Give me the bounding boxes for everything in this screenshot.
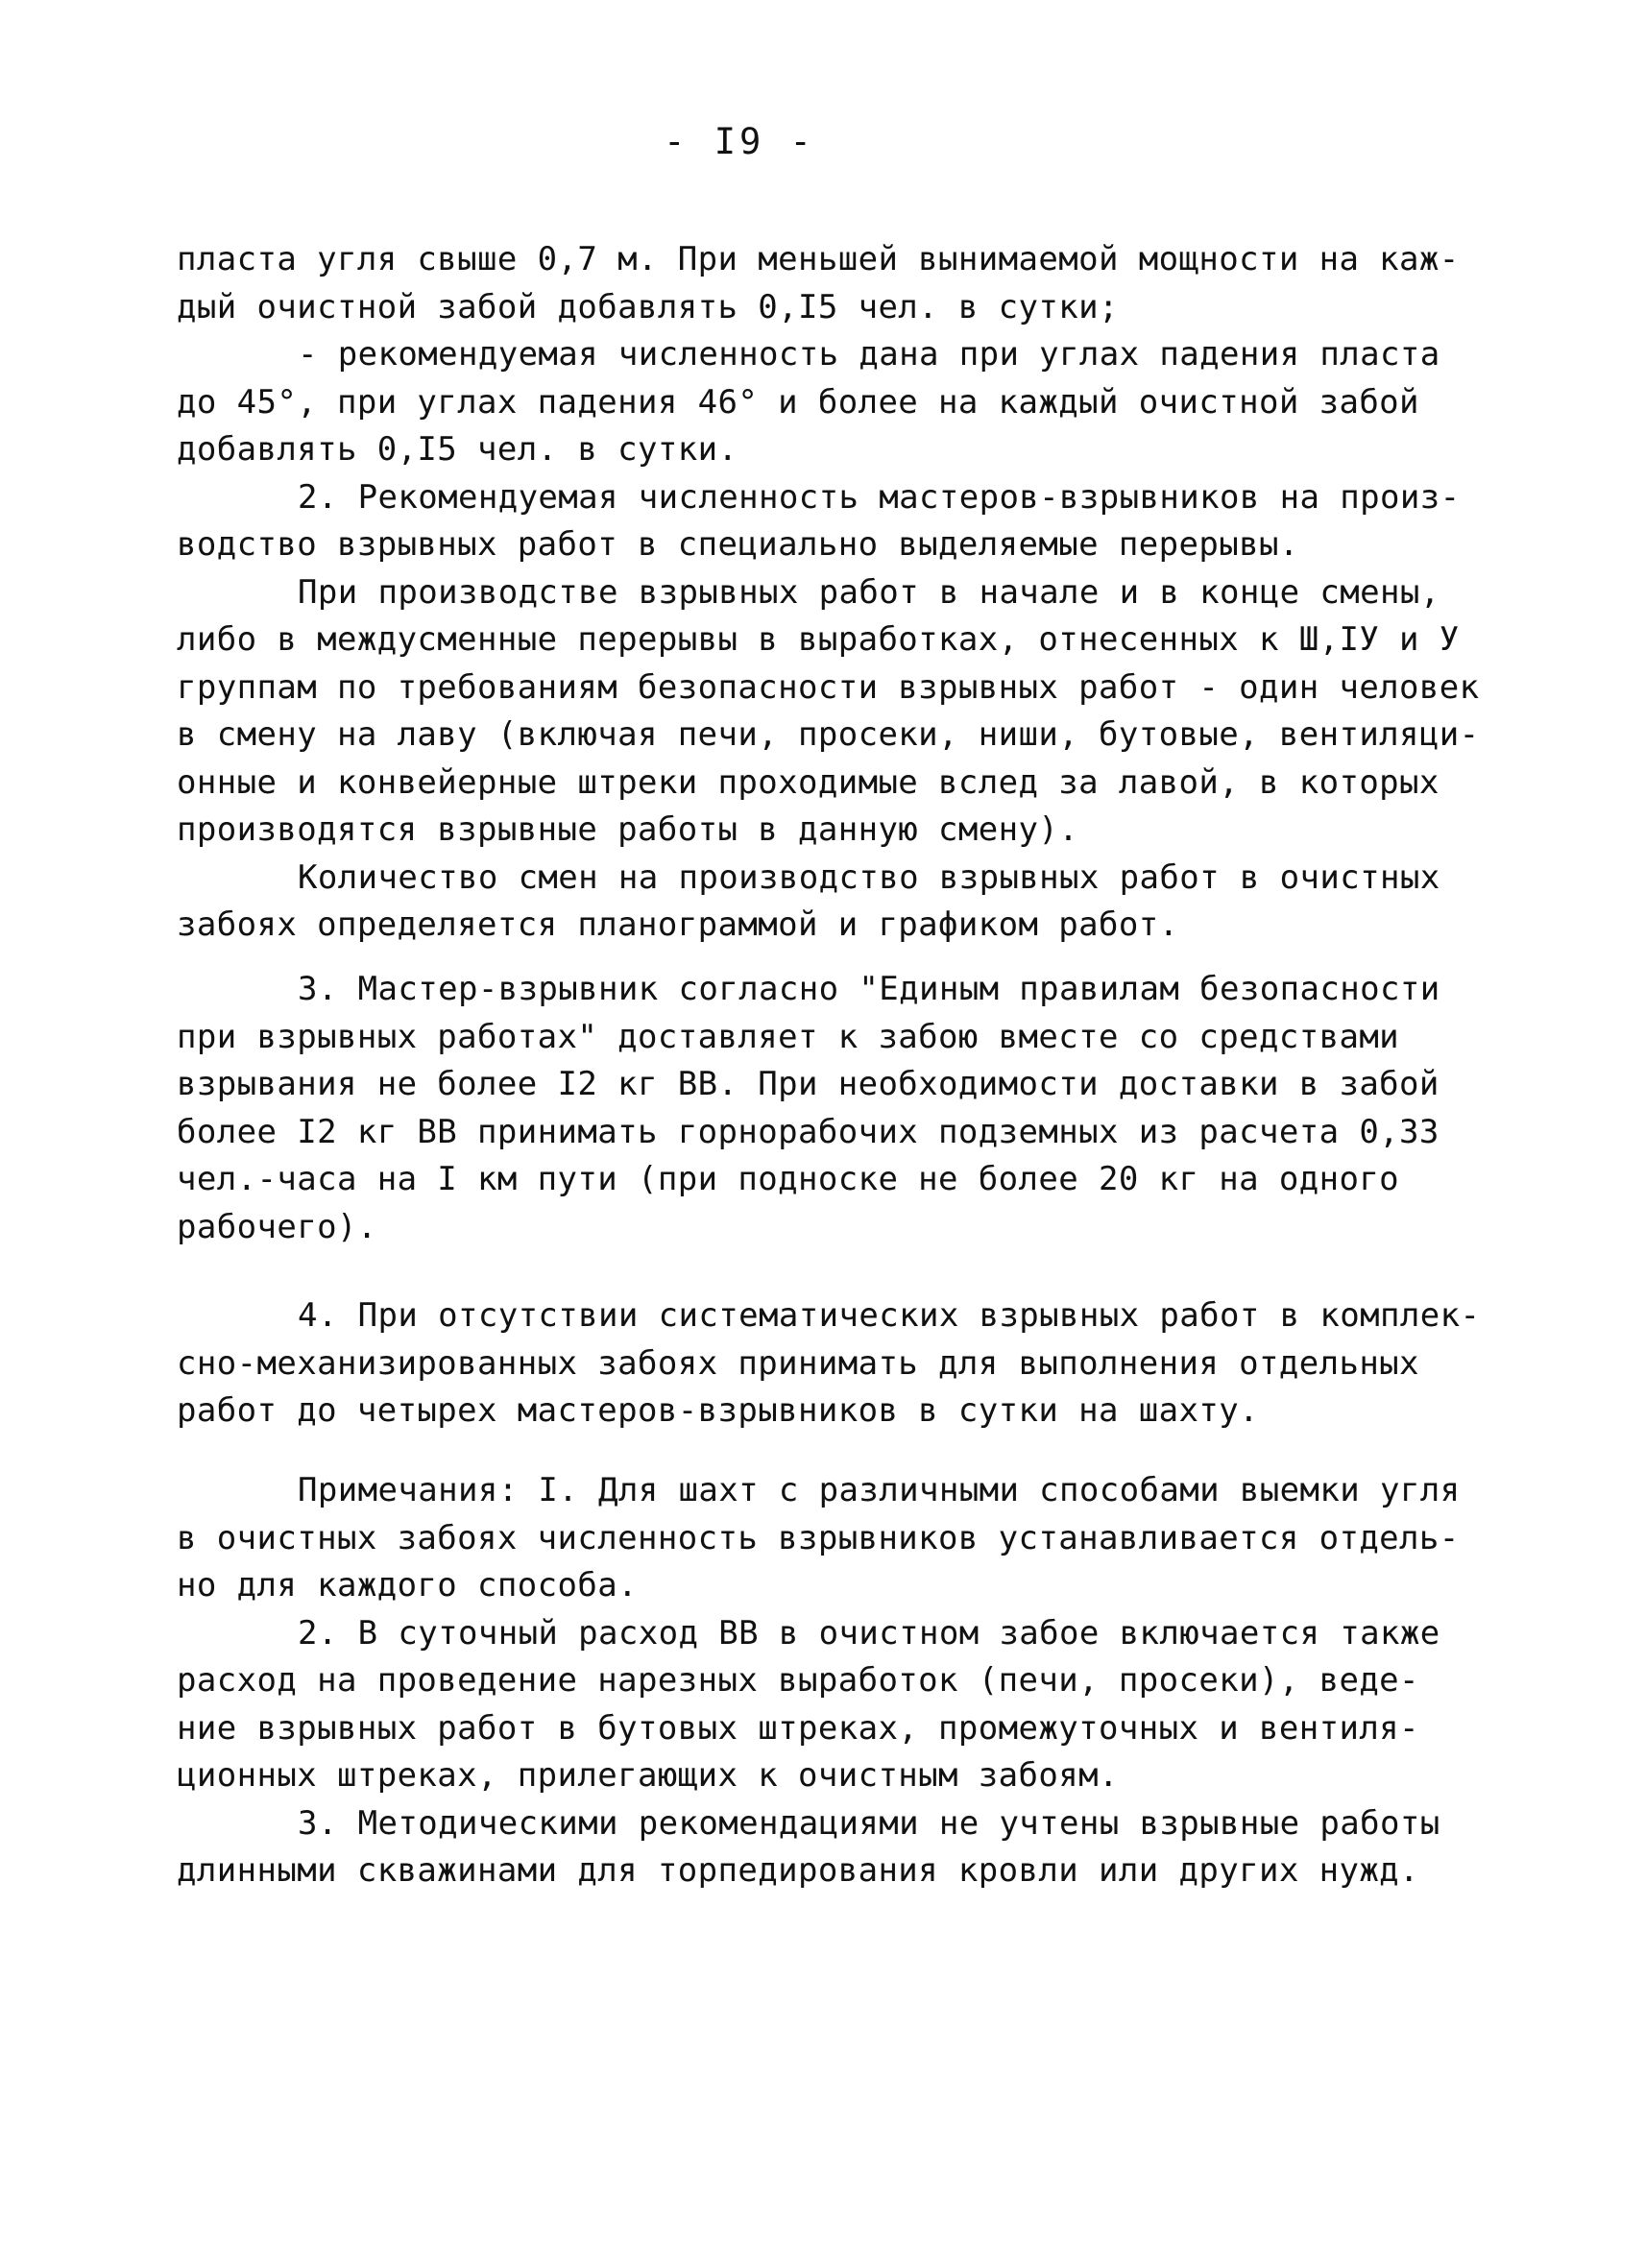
text-block-mechanized (177, 1292, 1492, 1436)
text-block-notes (177, 1467, 1492, 1895)
text-line: но для каждого способа. (177, 1566, 639, 1604)
text-line: добавлять 0,I5 чел. в сутки. (177, 430, 738, 469)
text-line: при взрывных работах" доставляет к забою вместе со средствами (177, 1017, 1400, 1056)
text-line: длинными скважинами для торпедирования кровли или других нужд. (177, 1851, 1419, 1890)
text-line: сно-механизированных забоях принимать для выполнения отдельных (177, 1343, 1419, 1383)
text-line: более I2 кг ВВ принимать горнорабочих подземных из расчета 0,33 (177, 1112, 1439, 1151)
text-line: в очистных забоях численность взрывников устанавливается отдель- (177, 1518, 1460, 1557)
text-line: дый очистной забой добавлять 0,I5 чел. в сутки; (177, 287, 1119, 326)
text-line: 2. Рекомендуемая численность мастеров-взрывников на произ- (298, 477, 1461, 517)
text-line: водство взрывных работ в специально выделяемые перерывы. (177, 525, 1299, 564)
text-line: до 45°, при углах падения 46° и более на каждый очистной забой (177, 382, 1419, 422)
page-number: - I9 - (664, 121, 815, 162)
text-block-delivery (177, 966, 1492, 1251)
text-block-requirements (177, 236, 1492, 950)
text-line: рабочего). (177, 1207, 377, 1246)
text-line: 4. При отсутствии систематических взрывных работ в комплек- (298, 1296, 1481, 1335)
text-line: 3. Мастер-взрывник согласно "Единым правилам безопасности (298, 970, 1440, 1008)
text-line: онные и конвейерные штреки проходимые вслед за лавой, в которых (177, 762, 1439, 802)
text-line: Количество смен на производство взрывных работ в очистных (298, 857, 1440, 897)
text-line: в смену на лаву (включая печи, просеки, ниши, бутовые, вентиляци- (177, 715, 1480, 754)
text-line: либо в междусменные перерывы в выработках, отнесенных к Ш,IУ и У (177, 620, 1460, 659)
text-line: чел.-часа на I км пути (при подноске не более 20 кг на одного (177, 1160, 1400, 1198)
text-line: 2. В суточный расход ВВ в очистном забое включается также (298, 1613, 1440, 1653)
text-line: пласта угля свыше 0,7 м. При меньшей вынимаемой мощности на каж- (177, 240, 1460, 278)
text-line: ционных штреках, прилегающих к очистным забоям. (177, 1756, 1119, 1795)
text-line: ние взрывных работ в бутовых штреках, промежуточных и вентиля- (177, 1708, 1419, 1748)
text-line: расход на проведение нарезных выработок (печи, просеки), веде- (177, 1661, 1419, 1700)
text-line: работ до четырех мастеров-взрывников в сутки на шахту. (177, 1391, 1259, 1430)
text-line: взрывания не более I2 кг ВВ. При необходимости доставки в забой (177, 1065, 1439, 1103)
text-line: 3. Методическими рекомендациями не учтены взрывные работы (298, 1803, 1440, 1843)
text-line: Примечания: I. Для шахт с различными способами выемки угля (298, 1471, 1461, 1509)
text-line: производятся взрывные работы в данную смену). (177, 810, 1079, 849)
text-line: - рекомендуемая численность дана при углах падения пласта (298, 335, 1440, 374)
text-line: группам по требованиям безопасности взрывных работ - один человек (177, 667, 1480, 707)
text-line: При производстве взрывных работ в начале и в конце смены, (298, 572, 1440, 612)
text-line: забоях определяется планограммой и графиком работ. (177, 905, 1179, 944)
